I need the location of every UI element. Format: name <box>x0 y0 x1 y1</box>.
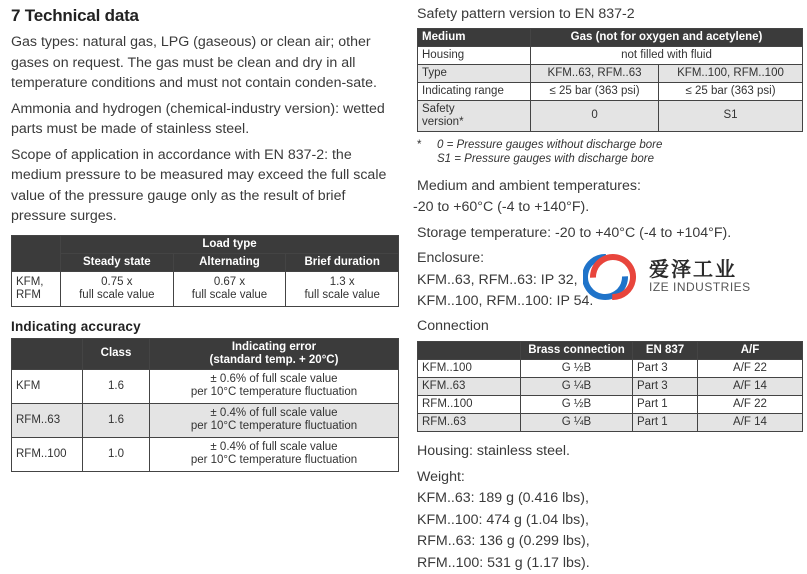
logo-text-cn: 爱泽工业 <box>649 253 737 282</box>
indicating-error-header: Indicating error (standard temp. + 20°C) <box>150 338 399 369</box>
connection-brass: G ½B <box>521 360 633 378</box>
ize-watermark-logo <box>583 251 753 303</box>
alternating-header: Alternating <box>173 253 286 271</box>
range-label: Indicating range <box>418 82 531 100</box>
left-column <box>11 4 399 472</box>
table-row <box>418 396 803 414</box>
connection-brass: G ½B <box>521 396 633 414</box>
enclosure-line-63: KFM..63, RFM..63: IP 32, <box>417 270 803 292</box>
ammonia-paragraph: Ammonia and hydrogen (chemical-industry version): wetted parts must be made of stainless steel. <box>11 99 399 140</box>
type-value-100: KFM..100, RFM..100 <box>659 64 803 82</box>
version-value-63: 0 <box>531 100 659 131</box>
brass-header: Brass connection <box>521 342 633 360</box>
footnote-star: * <box>417 138 437 152</box>
alternating-cell: 0.67 x full scale value <box>173 271 286 306</box>
connection-af: A/F 14 <box>698 378 803 396</box>
housing-value: not filled with fluid <box>531 46 803 64</box>
table-row <box>418 100 803 131</box>
range-value-63: ≤ 25 bar (363 psi) <box>531 82 659 100</box>
connection-af: A/F 14 <box>698 414 803 432</box>
housing-material: Housing: stainless steel. <box>417 441 803 463</box>
accuracy-error: ± 0.4% of full scale value per 10°C temperature fluctuation <box>150 437 399 471</box>
enclosure-line-100: KFM..100, RFM..100: IP 54. <box>417 291 803 313</box>
gas-header: Gas (not for oxygen and acetylene) <box>531 28 803 46</box>
table-row <box>418 360 803 378</box>
accuracy-row-label: RFM..100 <box>12 437 83 471</box>
section-title: 7 Technical data <box>11 6 399 26</box>
brief-duration-cell: 1.3 x full scale value <box>286 271 399 306</box>
accuracy-row-label: KFM <box>12 369 83 403</box>
housing-label: Housing <box>418 46 531 64</box>
connection-af: A/F 22 <box>698 396 803 414</box>
connection-en837: Part 3 <box>633 378 698 396</box>
safety-footnote: * 0 = Pressure gauges without discharge bore S1 = Pressure gauges with discharge bore <box>417 138 803 166</box>
accuracy-error: ± 0.6% of full scale value per 10°C temperature fluctuation <box>150 369 399 403</box>
table-row <box>12 437 399 471</box>
accuracy-row-label: RFM..63 <box>12 403 83 437</box>
en837-header: EN 837 <box>633 342 698 360</box>
weight-line: KFM..63: 189 g (0.416 lbs), <box>417 488 803 510</box>
table-row <box>418 64 803 82</box>
ize-logo-icon <box>583 251 639 303</box>
af-header: A/F <box>698 342 803 360</box>
safety-title: Safety pattern version to EN 837-2 <box>417 4 803 26</box>
load-table-corner <box>12 235 61 271</box>
connection-en837: Part 1 <box>633 414 698 432</box>
medium-temp-value: -20 to +60°C (-4 to +140°F). <box>413 197 803 219</box>
gas-types-paragraph: Gas types: natural gas, LPG (gaseous) or clean air; other gases on request. The gas must be clean and dry in all temperature conditions and must not contain conden-sate. <box>11 32 399 94</box>
connection-model: RFM..100 <box>418 396 521 414</box>
connection-af: A/F 22 <box>698 360 803 378</box>
connection-table <box>417 341 803 432</box>
load-type-header: Load type <box>61 235 399 253</box>
table-row <box>12 403 399 437</box>
connection-brass: G ¼B <box>521 378 633 396</box>
class-header: Class <box>83 338 150 369</box>
connection-brass: G ¼B <box>521 414 633 432</box>
weight-title: Weight: <box>417 467 803 489</box>
connection-model: KFM..100 <box>418 360 521 378</box>
type-value-63: KFM..63, RFM..63 <box>531 64 659 82</box>
medium-temp-label: Medium and ambient temperatures: <box>417 176 803 198</box>
table-row <box>418 378 803 396</box>
accuracy-title: Indicating accuracy <box>11 319 399 334</box>
accuracy-corner <box>12 338 83 369</box>
weight-line: RFM..100: 531 g (1.17 lbs). <box>417 553 803 574</box>
type-label: Type <box>418 64 531 82</box>
connection-model: RFM..63 <box>418 414 521 432</box>
brief-duration-header: Brief duration <box>286 253 399 271</box>
accuracy-class: 1.0 <box>83 437 150 471</box>
connection-title: Connection <box>417 316 803 338</box>
connection-en837: Part 3 <box>633 360 698 378</box>
scope-paragraph: Scope of application in accordance with EN 837-2: the medium pressure to be measured may exceed the full scale value of the pressure gauge only as the result of brief pressure surges. <box>11 145 399 227</box>
version-label: Safety version* <box>418 100 531 131</box>
safety-table <box>417 28 803 132</box>
steady-state-cell: 0.75 x full scale value <box>61 271 174 306</box>
table-row <box>418 414 803 432</box>
accuracy-class: 1.6 <box>83 403 150 437</box>
weight-line: RFM..63: 136 g (0.299 lbs), <box>417 531 803 553</box>
table-row <box>12 369 399 403</box>
table-row <box>418 82 803 100</box>
steady-state-header: Steady state <box>61 253 174 271</box>
connection-en837: Part 1 <box>633 396 698 414</box>
connection-model: KFM..63 <box>418 378 521 396</box>
table-row <box>418 46 803 64</box>
version-value-100: S1 <box>659 100 803 131</box>
storage-temp: Storage temperature: -20 to +40°C (-4 to +104°F). <box>417 223 803 245</box>
load-row-label: KFM, RFM <box>12 271 61 306</box>
logo-text-en: IZE INDUSTRIES <box>649 280 751 294</box>
connection-corner <box>418 342 521 360</box>
accuracy-class: 1.6 <box>83 369 150 403</box>
range-value-100: ≤ 25 bar (363 psi) <box>659 82 803 100</box>
load-type-table <box>11 235 399 307</box>
accuracy-table <box>11 338 399 472</box>
medium-header: Medium <box>418 28 531 46</box>
enclosure-title: Enclosure: <box>417 248 803 270</box>
weight-line: KFM..100: 474 g (1.04 lbs), <box>417 510 803 532</box>
accuracy-error: ± 0.4% of full scale value per 10°C temperature fluctuation <box>150 403 399 437</box>
